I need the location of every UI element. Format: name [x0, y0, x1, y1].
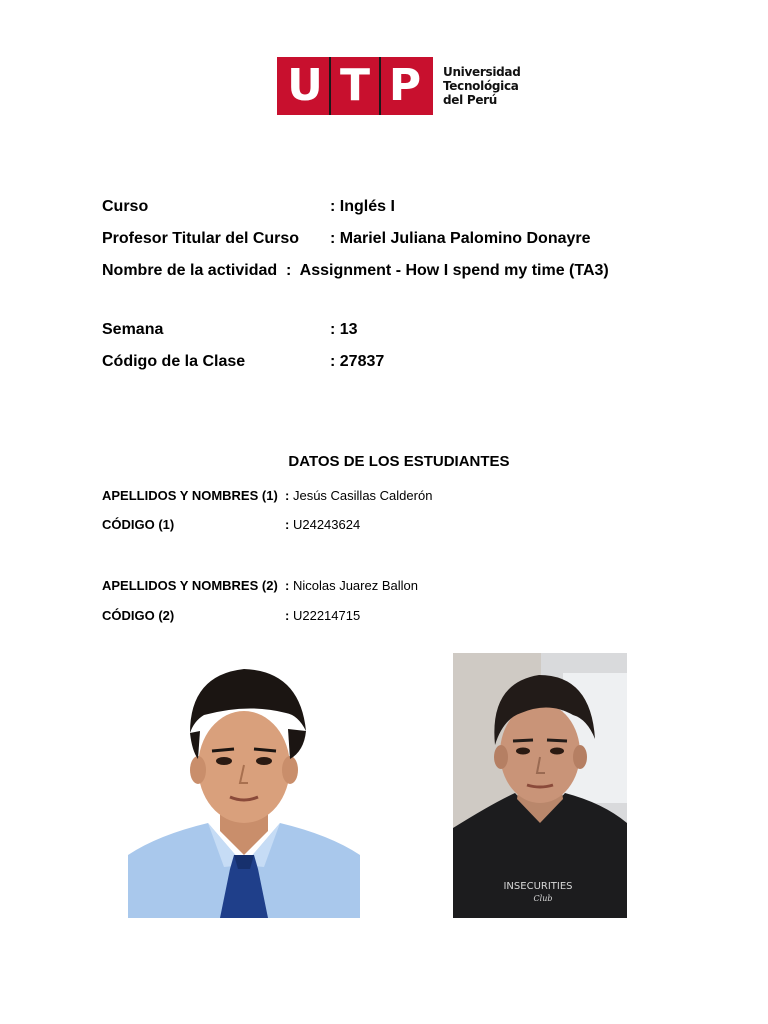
logo-letter-u: U — [287, 60, 323, 111]
student2-code-value: U22214715 — [292, 608, 361, 623]
logo-wordmark — [443, 65, 521, 107]
professor-row — [102, 229, 591, 249]
student1-photo — [128, 655, 360, 918]
week-value: : 13 — [330, 321, 358, 338]
course-label: Curso — [102, 198, 149, 215]
student1-code-value: U24243624 — [292, 517, 361, 532]
student2-photo — [453, 653, 627, 918]
logo-separator — [329, 57, 331, 115]
student2-photo-art — [453, 653, 627, 918]
logo-letter-t: T — [339, 60, 370, 111]
student1-name-value: Jesús Casillas Calderón — [292, 488, 433, 503]
student1-name-row — [102, 487, 433, 505]
logo-text-line: del Perú — [443, 93, 498, 107]
student2-name-row — [102, 577, 418, 595]
student1-code-row — [102, 516, 361, 534]
activity-row — [102, 261, 609, 281]
course-row — [102, 197, 395, 217]
student2-name-field: : Nicolas Juarez Ballon — [285, 578, 418, 593]
student2-code-label: CÓDIGO (2) — [102, 608, 175, 623]
logo-separator — [379, 57, 381, 115]
student1-code-label: CÓDIGO (1) — [102, 517, 175, 532]
class-code-value: : 27837 — [330, 353, 385, 370]
utp-logo — [277, 57, 521, 115]
shirt-text-line2: Club — [533, 894, 553, 903]
student2-name-label: APELLIDOS Y NOMBRES (2) — [102, 578, 278, 593]
utp-logo-mark — [277, 57, 433, 115]
class-code-row — [102, 352, 385, 372]
student2-code-field: : U22214715 — [285, 608, 361, 623]
logo-text-line: Universidad — [443, 65, 521, 79]
activity-label: Nombre de la actividad : Assignment - How I spend my time (TA3) — [102, 262, 609, 279]
student2-name-value: Nicolas Juarez Ballon — [292, 578, 418, 593]
week-row — [102, 320, 358, 340]
student1-name-field: : Jesús Casillas Calderón — [285, 488, 433, 503]
logo-letter-p: P — [388, 60, 422, 111]
professor-value: : Mariel Juliana Palomino Donayre — [330, 230, 591, 247]
week-label: Semana — [102, 321, 164, 338]
student1-name-label: APELLIDOS Y NOMBRES (1) — [102, 488, 278, 503]
students-heading: DATOS DE LOS ESTUDIANTES — [288, 453, 510, 470]
class-code-label: Código de la Clase — [102, 353, 246, 370]
shirt-text-line1: INSECURITIES — [503, 881, 573, 892]
student1-code-field: : U24243624 — [285, 517, 361, 532]
student2-code-row — [102, 607, 361, 625]
professor-label: Profesor Titular del Curso — [102, 230, 300, 247]
course-value: : Inglés I — [330, 198, 395, 215]
logo-text-line: Tecnológica — [443, 79, 519, 93]
student1-photo-art — [128, 655, 360, 918]
